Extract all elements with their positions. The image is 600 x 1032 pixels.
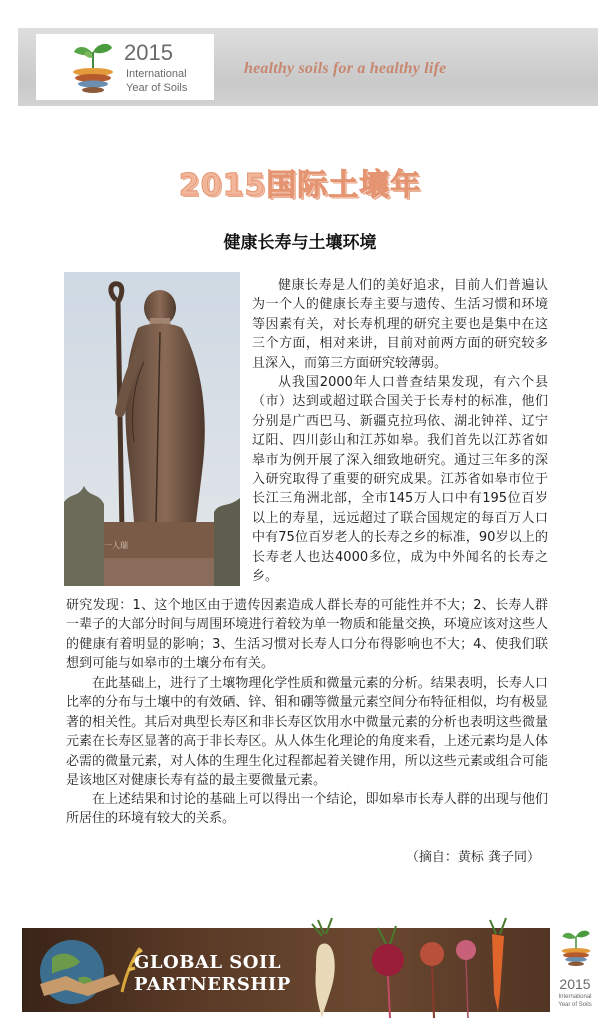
sprout-soil-icon — [68, 38, 118, 98]
footer-iys-logo — [550, 914, 600, 1018]
logo-text-international: International — [126, 68, 187, 80]
global-soil-partnership-footer — [22, 914, 600, 1018]
gsp-title-line-1: GLOBAL SOIL — [134, 952, 282, 973]
statue-illustration — [64, 272, 240, 586]
gsp-title-line-2: PARTNERSHIP — [134, 974, 291, 995]
footer-logo-text-year-of-soils: Year of Soils — [558, 1002, 592, 1008]
svg-text:一人瑞: 一人瑞 — [104, 541, 128, 550]
article-paragraph-2: 从我国2000年人口普查结果发现，有六个县（市）达到或超过联合国关于长寿村的标准，他们分别是广西巴马、新疆克拉玛依、湖北钟祥、辽宁辽阳、四川彭山和江苏如皋。我们首先以江苏省如皋市为例开展了深入细致地研究。通过三年多的深入研究取得了重要的研究成果。江苏省如皋市位于长江三角洲北部，全市145万人口中有195位百岁以上的寿星，远远超过了联合国规定的每百万人口中有75位百岁老人的长寿之乡的标准，90岁以上的长寿老人也达4000多位，成为中外闻名的长寿之乡。 — [252, 375, 548, 585]
source-credit: （摘自：黄标 龚子同） — [405, 850, 540, 865]
footer-logo-year: 2015 — [559, 976, 591, 992]
footer-logo-text-international: International — [558, 994, 592, 1000]
iys-logo — [36, 34, 214, 100]
page-title: 2015国际土壤年 — [178, 168, 422, 203]
footer-illustration — [22, 914, 550, 1018]
logo-text-year-of-soils: Year of Soils — [126, 82, 188, 94]
longevity-statue-photo — [64, 272, 240, 586]
article-paragraph-1: 健康长寿是人们的美好追求，目前人们普遍认为一个人的健康长寿主要与遗传、生活习惯和环境等因素有关，对长寿机理的研究主要也是集中在这三个方面，相对来讲，目前对前两方面的研究较多且深入，而第三方面研究较薄弱。 — [252, 278, 548, 371]
article-paragraph-3: 研究发现：1、这个地区由于遗传因素造成人群长寿的可能性并不大；2、长寿人群一辈子的大部分时间与周围环境进行着较为单一物质和能量交换，环境应该对这些人的健康有着明显的影响；3、生活习惯对长寿人口分布得影响也不大；4、使我们联想到可能与如皋市的土壤分布有关。 — [66, 598, 548, 672]
slogan: healthy soils for a healthy life — [244, 60, 447, 77]
sprout-soil-icon — [558, 926, 594, 970]
article-paragraph-5: 在上述结果和讨论的基础上可以得出一个结论，即如皋市长寿人群的出现与他们所居住的环境有较大的关系。 — [66, 792, 548, 827]
article-title: 健康长寿与土壤环境 — [223, 233, 377, 253]
article-paragraph-4: 在此基础上，进行了土壤物理化学性质和微量元素的分析。结果表明，长寿人口比率的分布与土壤中的有效硒、锌、钼和硼等微量元素空间分布特征相似，均有极显著的相关性。其后对典型长寿区和非长寿区饮用水中微量元素的分析也表明这些微量元素在长寿区显著的高于非长寿区。从人体生化理论的角度来看，上述元素均是人体必需的微量元素，对人体的生理生化过程都起着关键作用，所以这些元素或组合可能是该地区对健康长寿有益的最主要微量元素。 — [66, 676, 548, 789]
logo-year: 2015 — [124, 40, 173, 65]
